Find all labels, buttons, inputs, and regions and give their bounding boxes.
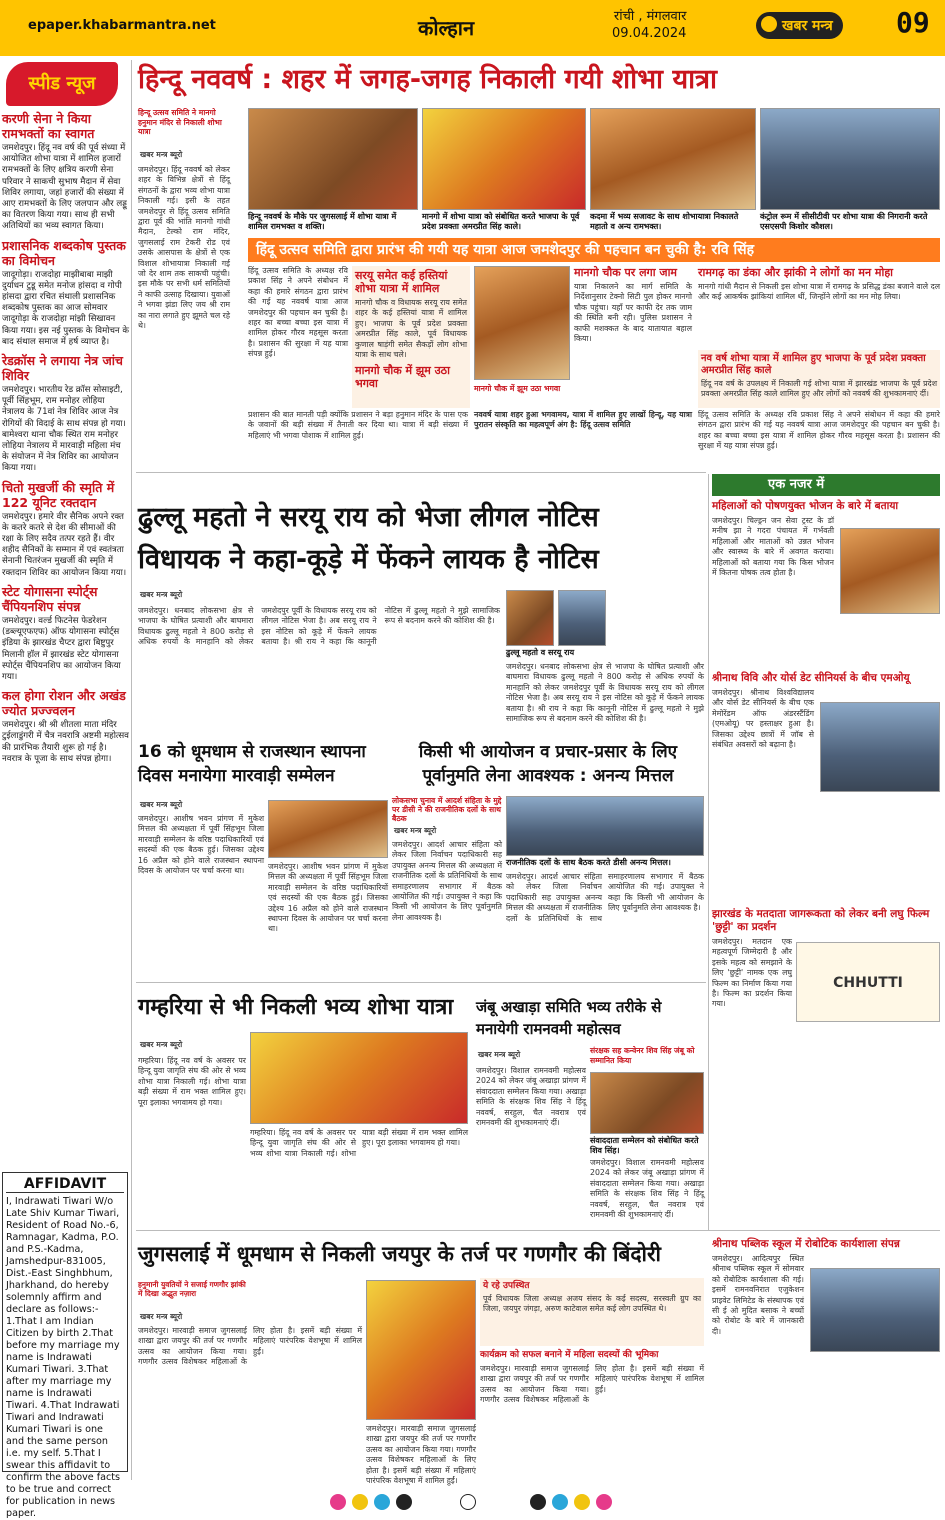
left-item xyxy=(2,480,129,579)
left-item-headline: रेडक्रॉस ने लगाया नेत्र जांच शिविर xyxy=(2,353,123,384)
speed-news-badge: स्पीड न्यूज xyxy=(6,62,118,106)
story6-body-cont: जमशेदपुर। विशाल रामनवमी महोत्सव 2024 को लेकर जंबू अखाड़ा प्रांगण में संवाददाता सम्मेलन किया गया। अखाड़ा समिति के संरक्षक शिव सिंह ने हिंदू नववर्ष, सरहुल, चैत नवरात्र एवं रामनवमी की शुभकामनाएं दीं। xyxy=(590,1158,704,1220)
story4-body-cont: जमशेदपुर। आदर्श आचार संहिता को लेकर जिला निर्वाचन पदाधिकारी सह उपायुक्त अनन्य मित्तल की अध्यक्षता में राजनीतिक दलों के प्रतिनिधियों के साथ समाहरणालय सभागार में बैठक आयोजित की गई। उपायुक्त ने कहा कि किसी भी आयोजन के लिए पूर्वानुमति लेना आवश्यक है। xyxy=(506,872,704,923)
column-divider xyxy=(708,474,709,1230)
story3-body-cont: जमशेदपुर। आशीष भवन प्रांगण में मुकेश मित्तल की अध्यक्षता में पूर्वी सिंहभूम जिला मारवाड़ी सम्मेलन के वरिष्ठ पदाधिकारियों एवं सदस्यों की एक बैठक हुई। जिसका उद्देश्य 16 अप्रैल को होने वाले राजस्थान स्थापना दिवस के आयोजन पर चर्चा करना था। xyxy=(268,862,388,934)
story4-caption: राजनीतिक दलों के साथ बैठक करते डीसी अनन्य मित्तल। xyxy=(506,858,671,867)
section-divider xyxy=(136,472,706,473)
story1-photo-mango xyxy=(422,108,586,210)
right-item-photo xyxy=(810,1268,940,1352)
story6-headline[interactable]: जंबू अखाड़ा समिति भव्य तरीके से मनायेगी रामनवमी महोत्सव xyxy=(476,998,662,1038)
epaper-url[interactable]: epaper.khabarmantra.net xyxy=(28,18,216,33)
story2-body-cont: जमशेदपुर। धनबाद लोकसभा क्षेत्र से भाजपा के घोषित प्रत्याशी और बाघमारा विधायक ढुल्लू महतो ने 800 करोड़ से अधिक रुपयों के मानहानि को लेकर जमशेदपुर पूर्वी के विधायक सरयू राय को लीगल नोटिस भेजा है। अब सरयू राय ने इस नोटिस को कूड़े में फेंकने लायक बताया है। श्री राय ने कहा कि कानूनी नोटिस में ढुल्लू महतो ने मुझे सामाजिक रूप से बदनाम करने की कोशिश की है। xyxy=(506,662,704,724)
story5-body: गम्हरिया। हिंदू नव वर्ष के अवसर पर हिन्दू युवा जागृति संघ की ओर से भव्य शोभा यात्रा निकाली गई। शोभा यात्रा बड़ी संख्या में राम भक्त शामिल हुए। पूरा इलाका भगवामय हो गया। xyxy=(138,1056,246,1107)
left-item-headline: चितो मुखर्जी की स्मृति में 122 यूनिट रक्तदान xyxy=(2,479,115,510)
story1-caption: कदमा में भव्य सजावट के साथ शोभायात्रा निकालते महातो व अन्य रामभक्त। xyxy=(590,212,739,231)
story2-photo-sarayu xyxy=(558,590,606,646)
ek-najar-header: एक नजर में xyxy=(712,474,940,496)
crosshair-icon xyxy=(460,1494,476,1510)
left-item xyxy=(2,353,129,475)
story1-box-ramgarh xyxy=(698,266,940,346)
story7-box2-headline: कार्यक्रम को सफल बनाने में महिला सदस्यों की भूमिका xyxy=(480,1350,659,1360)
registration-dot xyxy=(374,1494,390,1510)
box-headline: सरयू समेत कई हस्तियां शोभा यात्रा में शामिल xyxy=(355,269,448,295)
right-item xyxy=(712,672,940,862)
story3-byline: खबर मन्त्र ब्यूरो xyxy=(140,800,183,809)
registration-dot xyxy=(530,1494,546,1510)
story6-caption: संवाददाता सम्मेलन को संबोधित करते शिव सिंह। xyxy=(590,1136,699,1155)
page-header xyxy=(0,0,945,56)
story2-photo-dhullu xyxy=(506,590,554,646)
right-item-body: जमशेदपुर। आदित्यपुर स्थित श्रीनाथ पब्लिक स्कूल में सोमवार को रोबोटिक कार्यशाला की गई। इसमें रामनवनिरात एजुकेशन प्राइवेट लिमिटेड के संस्थापक एवं सी ई ओ मुदित बसाक ने बच्चों को रोबोट के बारे में जानकारी दी। xyxy=(712,1254,804,1336)
box-headline: नव वर्ष शोभा यात्रा में शामिल हुए भाजपा के पूर्व प्रदेश प्रवक्ता अमरप्रीत सिंह काले xyxy=(701,353,926,376)
left-item-body: जमशेदपुर। हिंदू नव वर्ष की पूर्व संध्या में आयोजित शोभा यात्रा में शामिल हजारों रामभक्तों के लिए क्षत्रिय करणी सेना परिवार ने साकची सुभाष मैदान में सेवा शिविर लगाया, जहां हजारों की संख्या में आए रामभक्तों के लिए जलपान और लड्डू का वितरण किया गया। साथ ही सभी अतिथियों का भव्य स्वागत किया। xyxy=(2,143,127,232)
story3-headline[interactable]: 16 को धूमधाम से राजस्थान स्थापना दिवस मनायेगा मारवाड़ी सम्मेलन xyxy=(138,742,366,786)
story4-headline[interactable]: किसी भी आयोजन व प्रचार-प्रसार के लिए पूर्वानुमति लेना आवश्यक : अनन्य मित्तल xyxy=(418,742,678,786)
story5-headline[interactable]: गम्हरिया से भी निकली भव्य शोभा यात्रा xyxy=(138,995,454,1020)
story2-headline[interactable]: ढुल्लू महतो ने सरयू राय को भेजा लीगल नोटिस xyxy=(138,502,599,533)
story6-intro: संरक्षक सह कन्वेनर शिव सिंह जंबू को सम्मानित किया xyxy=(590,1046,695,1065)
story1-box-sarayu xyxy=(352,266,470,408)
story4-intro: लोकसभा चुनाव में आदर्श संहिता के मुद्दे पर डीसी ने की राजनीतिक दलों के साथ बैठक xyxy=(392,796,502,823)
story7-body-cont2: जमशेदपुर। मारवाड़ी समाज जुगसलाई शाखा द्वारा जयपुर की तर्ज पर गणगौर उत्सव का आयोजन किया गया। गणगौर उत्सव विशेषकर महिलाओं के लिए होता है। इसमें बड़ी संख्या में महिलाएं पारंपरिक वेशभूषा में शामिल हुईं। xyxy=(480,1364,704,1405)
story7-intro: हनुमानी युवतियों ने सजाई गणगौर झांकी में दिखा अद्भुत नज़ारा xyxy=(138,1280,246,1298)
story1-photo-jugsalai xyxy=(248,108,418,210)
page-footer-registration-marks xyxy=(0,1490,945,1517)
section-divider xyxy=(136,1230,940,1231)
left-item xyxy=(2,111,129,233)
left-item-body: जमशेदपुर। वर्ल्ड फिटनेस फेडरेशन (डब्ल्यूएफएफ) ऑफ योगासना स्पोर्ट्स इंडिया के झारखंड चैप्टर द्वारा बिष्टुपुर मिलानी हॉल में झारखंड स्टेट योगासना स्पोर्ट्स चैंपियनशिप का आयोजन किया गया। xyxy=(2,615,121,682)
box-body: मानगो चौक व विधायक सरयू राय समेत शहर के कई हस्तियां यात्रा में शामिल हुए। भाजपा के पूर्व प्रदेश प्रवक्ता अमरप्रीत सिंह काले, पूर्व विधायक कुणाल षाड़ंगी समेत सैकड़ों लोग शोभा यात्रा के साथ चले। xyxy=(355,298,467,360)
section-divider xyxy=(136,982,706,983)
left-item xyxy=(2,688,129,765)
story2-byline: खबर मन्त्र ब्यूरो xyxy=(140,590,183,599)
right-item-headline: महिलाओं को पोषणयुक्त भोजन के बारे में बताया xyxy=(712,500,899,512)
affidavit-title: AFFIDAVIT xyxy=(6,1176,124,1193)
registration-dot xyxy=(596,1494,612,1510)
story6-photo xyxy=(590,1072,704,1134)
box-body: पूर्व विधायक जिला अध्यक्ष अजय संसद के कई सदस्य, सरस्वती ग्रुप का जिला, जयपुर जंगड़ा, अरुण काटेवाल समेत कई लोग उपस्थित थे। xyxy=(483,1294,701,1314)
right-item-headline: श्रीनाथ पब्लिक स्कूल में रोबोटिक कार्यशाला संपन्न xyxy=(712,1238,900,1250)
right-item-headline: झारखंड के मतदाता जागरूकता को लेकर बनी लघु फिल्म 'छुट्टी' का प्रदर्शन xyxy=(712,908,930,933)
story7-box-attendees xyxy=(480,1278,704,1346)
story1-col-bottom2: नववर्ष यात्रा शहर हुआ भगवामय, यात्रा में शामिल हुए लाखों हिन्दू, यह यात्रा पुरातन संस्कृति का महत्वपूर्ण अंग है: हिंदू उत्सव समिति xyxy=(474,410,692,430)
edition-city: कोल्हान xyxy=(418,16,475,40)
right-item-photo xyxy=(840,528,940,614)
story2-body: जमशेदपुर। धनबाद लोकसभा क्षेत्र से भाजपा के घोषित प्रत्याशी और बाघमारा विधायक ढुल्लू महतो ने 800 करोड़ से अधिक रुपयों के मानहानि को लेकर जमशेदपुर पूर्वी के विधायक सरयू राय को लीगल नोटिस भेजा है। अब सरयू राय ने इस नोटिस को कूड़े में फेंकने लायक बताया है। श्री राय ने कहा कि कानूनी नोटिस में ढुल्लू महतो ने मुझे सामाजिक रूप से बदनाम करने की कोशिश की है। xyxy=(138,606,500,647)
box-body: हिंदू नव वर्ष के उपलक्ष्य में निकाली गई शोभा यात्रा में झारखंड भाजपा के पूर्व प्रदेश प्रवक्ता अमरप्रीत सिंह काले शामिल हुए और लोगों को नववर्ष की शुभकामनाएं दीं। xyxy=(701,379,937,399)
left-item-headline: प्रशासनिक शब्दकोष पुस्तक का विमोचन xyxy=(2,237,126,268)
left-item-headline: कल होगा रोशन और अखंड ज्योत प्रज्ज्वलन xyxy=(2,688,126,719)
right-item-body: जमशेदपुर। श्रीनाथ विश्वविद्यालय और योर्स डेट सीनियर्स के बीच एक मेमोरेंडम ऑफ अंडरस्टैंडिंग (एमओयू) पर हस्ताक्षर हुआ है। जिसका उद्देश्य छात्रों में जॉब से संबंधित अवसरों को बढ़ाना है। xyxy=(712,688,814,750)
box-body: यात्रा निकालने का मार्ग समिति के निर्देशानुसार टेक्नो सिटी पुल होकर मानगो चौक पहुंचा। यहाँ पर काफी देर तक जाम की स्थिति बनी रही। पुलिस प्रशासन ने काफी मशक्कत के बाद यातायात बहाल किया। xyxy=(574,282,692,344)
story1-caption: कंट्रोल रूम में सीसीटीवी पर शोभा यात्रा की निगरानी करते एसएसपी किशोर कौशल। xyxy=(760,212,928,231)
box-headline: ये रहे उपस्थित xyxy=(483,1281,530,1291)
registration-dot xyxy=(330,1494,346,1510)
story7-body: जमशेदपुर। मारवाड़ी समाज जुगसलाई शाखा द्वारा जयपुर की तर्ज पर गणगौर उत्सव का आयोजन किया गया। गणगौर उत्सव विशेषकर महिलाओं के लिए होता है। इसमें बड़ी संख्या में महिलाएं पारंपरिक वेशभूषा में शामिल हुईं। xyxy=(138,1326,362,1367)
story7-photo xyxy=(366,1280,476,1420)
story6-body: जमशेदपुर। विशाल रामनवमी महोत्सव 2024 को लेकर जंबू अखाड़ा प्रांगण में संवाददाता सम्मेलन किया गया। अखाड़ा समिति के संरक्षक शिव सिंह ने हिंदू नववर्ष, सरहुल, चैत नवरात्र एवं रामनवमी की शुभकामनाएं दीं। xyxy=(476,1066,586,1128)
date-block xyxy=(612,8,686,42)
box-body: मानगो गांधी मैदान से निकली इस शोभा यात्रा में रामगढ़ के प्रसिद्ध डंका बजाने वाले दल और कई आकर्षक झांकियां शामिल थीं, जिन्होंने लोगों का मन मोह लिया। xyxy=(698,282,940,302)
story1-caption: मानगो में शोभा यात्रा को संबोधित करते भाजपा के पूर्व प्रदेश प्रवक्ता अमरप्रीत सिंह काले। xyxy=(422,212,580,231)
story1-caption: हिन्दू नववर्ष के मौके पर जुगसलाई में शोभा यात्रा में शामिल रामभक्त व शक्ति। xyxy=(248,212,397,231)
story1-col-bottom3: हिंदू उत्सव समिति के अध्यक्ष रवि प्रकाश सिंह ने अपने संबोधन में कहा की हमारे संगठन द्वारा प्रारंभ की गई यह नववर्ष यात्रा आज जमशेदपुर की पहचान बन चुकी है। शहर का बच्चा बच्चा इस यात्रा में शामिल होकर गौरव महसूस करता है। प्रशासन की सुरक्षा में यह यात्रा संपन्न हुई। xyxy=(698,410,940,451)
story3-body: जमशेदपुर। आशीष भवन प्रांगण में मुकेश मित्तल की अध्यक्षता में पूर्वी सिंहभूम जिला मारवाड़ी सम्मेलन के वरिष्ठ पदाधिकारियों एवं सदस्यों की एक बैठक हुई। जिसका उद्देश्य 16 अप्रैल को होने वाले राजस्थान स्थापना दिवस के आयोजन पर चर्चा करना था। xyxy=(138,814,264,876)
story2-subheadline[interactable]: विधायक ने कहा-कूड़े में फेंकने लायक है नोटिस xyxy=(138,544,599,575)
affidavit-box xyxy=(2,1172,128,1519)
story7-byline: खबर मन्त्र ब्यूरो xyxy=(140,1312,183,1321)
right-item-photo xyxy=(820,702,940,792)
story7-body-cont: जमशेदपुर। मारवाड़ी समाज जुगसलाई शाखा द्वारा जयपुर की तर्ज पर गणगौर उत्सव का आयोजन किया गया। गणगौर उत्सव विशेषकर महिलाओं के लिए होता है। इसमें बड़ी संख्या में महिलाएं पारंपरिक वेशभूषा में शामिल हुईं। xyxy=(366,1424,476,1486)
story1-quote-banner: हिंदू उत्सव समिति द्वारा प्रारंभ की गयी यह यात्रा आज जमशेदपुर की पहचान बन चुकी है: रवि सिंह xyxy=(248,238,940,262)
right-item xyxy=(712,908,940,1224)
brand-logo: खबर मन्त्र xyxy=(756,12,843,39)
story2-photo-caption: ढुल्लू महतो व सरयू राय xyxy=(506,648,575,657)
story1-photo-caption-top: हिन्दू उत्सव समिति ने मानगो हनुमान मंदिर से निकाली शोभा यात्रा xyxy=(138,108,222,136)
story1-byline: खबर मन्त्र ब्यूरो xyxy=(140,150,183,159)
page-number: 09 xyxy=(896,6,930,39)
registration-dot xyxy=(352,1494,368,1510)
left-item xyxy=(2,238,129,348)
story4-photo-meeting xyxy=(506,796,704,856)
left-item-headline: स्टेट योगासना स्पोर्ट्स चैंपियनशिप संपन्न xyxy=(2,583,98,614)
story5-photo xyxy=(250,1032,468,1124)
story1-photo-control-room xyxy=(760,108,940,210)
affidavit-body: I, Indrawati Tiwari W/o Late Shiv Kumar Tiwari, Resident of Road No.-6, Ramnagar, Kadma, P.O. and P.S.-Kadma, Jamshedpur-831005, Dist.-East Singhbhum, Jharkhand, do hereby solemnly affirm and declare as follows:- 1.That I am Indian Citizen by birth 2.That before my marriage my name is Indrawati Kumari Tiwari. 3.That after my marriage my name is Indrawati Tiwari. 4.That Indrawati Tiwari and Indrawati Kumari Tiwari is one and the same person i.e. my self. 5.That I swear this affidavit to confirm the above facts to be true and correct for publication in news paper. xyxy=(6,1196,120,1519)
registration-dot xyxy=(552,1494,568,1510)
registration-dot xyxy=(574,1494,590,1510)
story1-photo-kadma xyxy=(590,108,756,210)
story7-headline[interactable]: जुगसलाई में धूमधाम से निकली जयपुर के तर्ज पर गणगौर की बिंदोरी xyxy=(138,1242,661,1266)
story6-byline: खबर मन्त्र ब्यूरो xyxy=(478,1050,521,1059)
box-headline: रामगढ़ का डंका और झांकी ने लोगों का मन मोहा xyxy=(698,266,894,279)
right-item-body: जमशेदपुर। चिल्ड्रन जन सेवा ट्रस्ट के डॉ मनीष झा ने गदरा पंचायत में गर्भवती महिलाओं और माताओं को उन्नत भोजन और स्वास्थ्य के बारे में अवगत कराया। महिलाओं को बताया गया कि किस भोजन में कितना पोषक तत्व होता है। xyxy=(712,516,834,578)
left-item-body: जमशेदपुर। श्री श्री शीतला माता मंदिर टुईलाडुंगरी में चैत्र नवरात्रि अष्टमी महोत्सव की प्रारंभिक तैयारी शुरू हो गई है। नवरात्र के पूजा के साथ संपन्न होगा। xyxy=(2,720,129,764)
brand-logo-icon xyxy=(761,16,777,32)
left-item-body: जमशेदपुर। भारतीय रेड क्रॉस सोसाइटी, पूर्वी सिंहभूम, राम मनोहर लोहिया नेत्रालय के 71वां नेत्र शिविर आज नेत्र रोगियों की विदाई के साथ संपन्न हो गया। बामेश्वरा थाना चौक स्थित राम मनोहर लोहिया नेत्रालय में मारवाड़ी महिला मंच के संयोजन में नेत्र शिविर का आयोजन किया गया। xyxy=(2,385,126,474)
registration-dot xyxy=(396,1494,412,1510)
left-item-headline: करणी सेना ने किया रामभक्तों का स्वागत xyxy=(2,111,95,141)
story5-body-cont: गम्हरिया। हिंदू नव वर्ष के अवसर पर हिन्दू युवा जागृति संघ की ओर से भव्य शोभा यात्रा निकाली गई। शोभा यात्रा बड़ी संख्या में राम भक्त शामिल हुए। पूरा इलाका भगवामय हो गया। xyxy=(250,1128,468,1158)
story4-byline: खबर मन्त्र ब्यूरो xyxy=(394,826,437,835)
chhutti-film-poster: CHHUTTI xyxy=(796,942,940,1022)
left-item xyxy=(2,584,129,683)
right-item-headline: श्रीनाथ विवि और योर्स डेट सीनियर्स के बीच एमओयू xyxy=(712,672,910,684)
box-headline: मानगो चौक पर लगा जाम xyxy=(574,266,678,279)
story1-photo-procession xyxy=(474,266,570,380)
story4-body: जमशेदपुर। आदर्श आचार संहिता को लेकर जिला निर्वाचन पदाधिकारी सह उपायुक्त अनन्य मित्तल की अध्यक्षता में राजनीतिक दलों के प्रतिनिधियों के साथ समाहरणालय सभागार में बैठक आयोजित की गई। उपायुक्त ने कहा कि किसी भी आयोजन के लिए पूर्वानुमति लेना आवश्यक है। xyxy=(392,840,502,922)
story1-headline[interactable]: हिन्दू नववर्ष : शहर में जगह-जगह निकाली गयी शोभा यात्रा xyxy=(138,64,717,95)
story1-col-bottom: प्रशासन की बात मानती पड़ी क्योंकि प्रशासन ने बड़ा हनुमान मंदिर के पास एक के जवानों की बड़ी संख्या में तैनाती कर दिया था। यात्रा में बड़ी संख्या में महिलाएं भी भगवा पोशाक में शामिल हुई। xyxy=(248,410,468,440)
box-headline: मानगो चौक में झूम उठा भगवा xyxy=(355,364,450,391)
right-item-body: जमशेदपुर। मतदान एक महत्वपूर्ण जिम्मेदारी है और इसके महत्व को समझाने के लिए 'छुट्टी' नामक एक लघु फिल्म का निर्माण किया गया है। फिल्म का प्रदर्शन किया गया। xyxy=(712,937,792,1009)
story5-byline: खबर मन्त्र ब्यूरो xyxy=(140,1040,183,1049)
story1-box-amarpreet xyxy=(698,350,940,408)
story1-col2: हिंदू उत्सव समिति के अध्यक्ष रवि प्रकाश सिंह ने अपने संबोधन में कहा की हमारे संगठन द्वारा प्रारंभ की गई यह नववर्ष यात्रा आज जमशेदपुर की पहचान बन चुकी है। शहर का बच्चा बच्चा इस यात्रा में शामिल होकर गौरव महसूस करता है। प्रशासन की सुरक्षा में यह यात्रा संपन्न हुई। xyxy=(248,266,348,359)
story3-photo xyxy=(268,800,388,858)
left-item-body: जादूगोड़ा। राजदोहा माझीबाबा माझी दुर्याधन टुडू समेत मनोज हांसदा व गोपी हांसदा द्वारा रचित संथाली प्रशासनिक शब्दकोष पुस्तक का आज सोमवार जादूगोड़ा के राजदोहा मांझी सिखावन किया गया। इस नई पुस्तक के विमोचन के बाद संथाल समाज में हर्ष व्याप्त है। xyxy=(2,269,129,347)
column-divider xyxy=(131,60,132,1480)
story1-box-jam xyxy=(574,266,692,408)
left-item-body: जमशेदपुर। हमारे वीर सैनिक अपने रक्त के कतरे कतरे से देश की सीमाओं की रक्षा के लिए सदैव तत्पर रहते हैं। वीर शहीद सैनिकों के सम्मान में एवं स्वतंत्रता सेनानी चितरंजन मुखर्जी की स्मृति में रक्तदान शिविर का आयोजन किया गया। xyxy=(2,511,127,578)
place-day: रांची , मंगलवार xyxy=(613,9,687,24)
story1-col1: जमशेदपुर। हिंदू नववर्ष को लेकर शहर के विभिन्न क्षेत्रों से हिंदू संगठनों के द्वारा भव्य शोभा यात्रा निकाली गई। इसी के तहत जमशेदपुर से हिंदू उत्सव समिति द्वारा पूर्व की भांति मानगो गांधी मैदान, टेल्को राम मंदिर, जुगसलाई राम टेकरी रोड एवं उसके आसपास के क्षेत्रों से एक विशाल शोभायात्रा निकाली गई जो देर शाम तक साकची पहुंची। इस मौके पर सभी धर्म समितियों ने काफी उत्साह दिखाया। युवाओं ने भगवा झंडा लिए जय श्री राम का नारा लगाते हुए झूमते चल रहे थे। xyxy=(138,165,230,331)
right-item xyxy=(712,500,940,668)
right-item xyxy=(712,1238,940,1476)
issue-date: 09.04.2024 xyxy=(612,26,687,41)
story1-mango-chowk-caption: मानगो चौक में झूम उठा भगवा xyxy=(474,384,561,393)
